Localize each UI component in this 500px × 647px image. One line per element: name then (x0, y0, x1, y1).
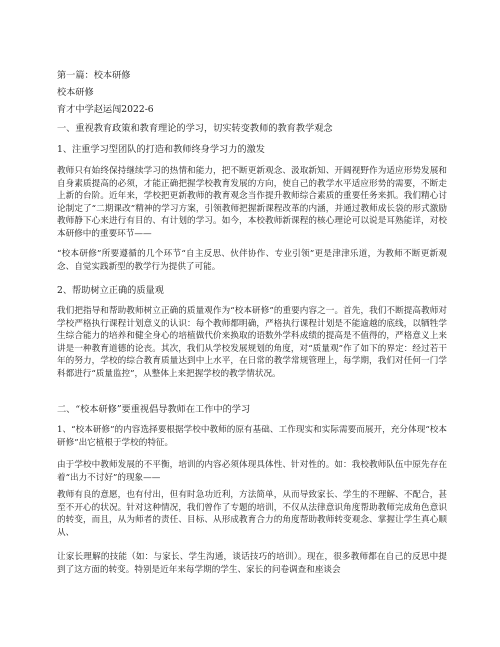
section-1-title: 一、重视教育政策和教育理论的学习，切实转变教师的教育教学观念 (57, 123, 333, 134)
subsection-2-title: 2、帮助树立正确的质量观 (57, 285, 164, 296)
paragraph-4: 1、“校本研修”的内容选择要根据学校中教师的原有基础、工作现实和实际需要而展开，充分体现“校本研修”出它植根于学校的特征。 (57, 425, 447, 448)
document-heading: 第一篇：校本研修 (57, 70, 131, 81)
paragraph-2: “校本研修”所要遵循的几个环节“自主反思、伙伴协作、专业引领”更是津津乐道，为教师不断更新观念、自觉实践新型的教学行为提供了可能。 (57, 249, 447, 272)
document-subtitle: 校本研修 (57, 87, 94, 98)
document-byline: 育才中学赵运闯2022-6 (57, 104, 154, 115)
paragraph-1: 教师只有始终保持继续学习的热情和能力，把不断更新观念、汲取新知、开阔视野作为适应形势发展和自身素质提高的必须，才能正确把握学校教育发展的方向，使自己的教学水平适应形势的需要，不断走上新的台阶。近年来，学校把更新教师的教育观念当作提升教师综合素质的重要任务来抓。我们精心讨论制定了“二期课改”精神的学习方案，引领教师把握新课程改革的内涵，并通过教师成长袋的形式激励教师静下心来进行有目的、有计划的学习。如今，本校教师新课程的核心理论可以说是耳熟能详，对校本研修中的重要环节—— (57, 166, 447, 239)
paragraph-7: 让家长理解的技能（如：与家长、学生沟通，谈话技巧的培训）。现在，很多教师都在自己的反思中提到了这方面的转变。特别是近年来每学期的学生、家长的问卷调查和座谈会 (57, 552, 447, 575)
paragraph-3: 我们把指导和帮助教师树立正确的质量观作为“校本研修”的重要内容之一。首先，我们不断提高教师对学校严格执行课程计划意义的认识：每个教师都明确，严格执行课程计划是不能逾越的底线，以牺牲学生综合能力的培养和健全身心的培植做代价来换取的语数外学科成绩的提高是不值得的，严格意义上来讲是一种教育道德的论丧。其次，我们从学校发展规划的角度，对“质量观”作了如下的界定：经过若干年的努力，学校的综合教育质量达到中上水平，在日常的教学常规管理上，每学期，我们对任何一门学科都进行“质量监控”，从整体上来把握学校的教学情状况。 (57, 306, 447, 379)
paragraph-6: 教师有良的意愿，也有付出，但有时急功近利，方法简单，从而导致家长、学生的不理解、不配合，甚至不开心的状况。针对这种情况，我们曾作了专题的培训，不仅从法律意识角度帮助教师完成角色意识的转变，而且，从为师者的责任、目标、从形成教育合力的角度帮助教师转变观念、掌握让学生真心顺从、 (57, 490, 447, 538)
paragraph-5: 由于学校中教师发展的不平衡，培训的内容必须体现具体性、针对性的。如：我校教师队伍中原先存在着“出力不讨好”的现象—— (57, 460, 447, 483)
subsection-1-title: 1、注重学习型团队的打造和教师终身学习力的激发 (57, 144, 265, 155)
section-2-title: 二、“校本研修”要重视倡导教师在工作中的学习 (57, 404, 251, 415)
